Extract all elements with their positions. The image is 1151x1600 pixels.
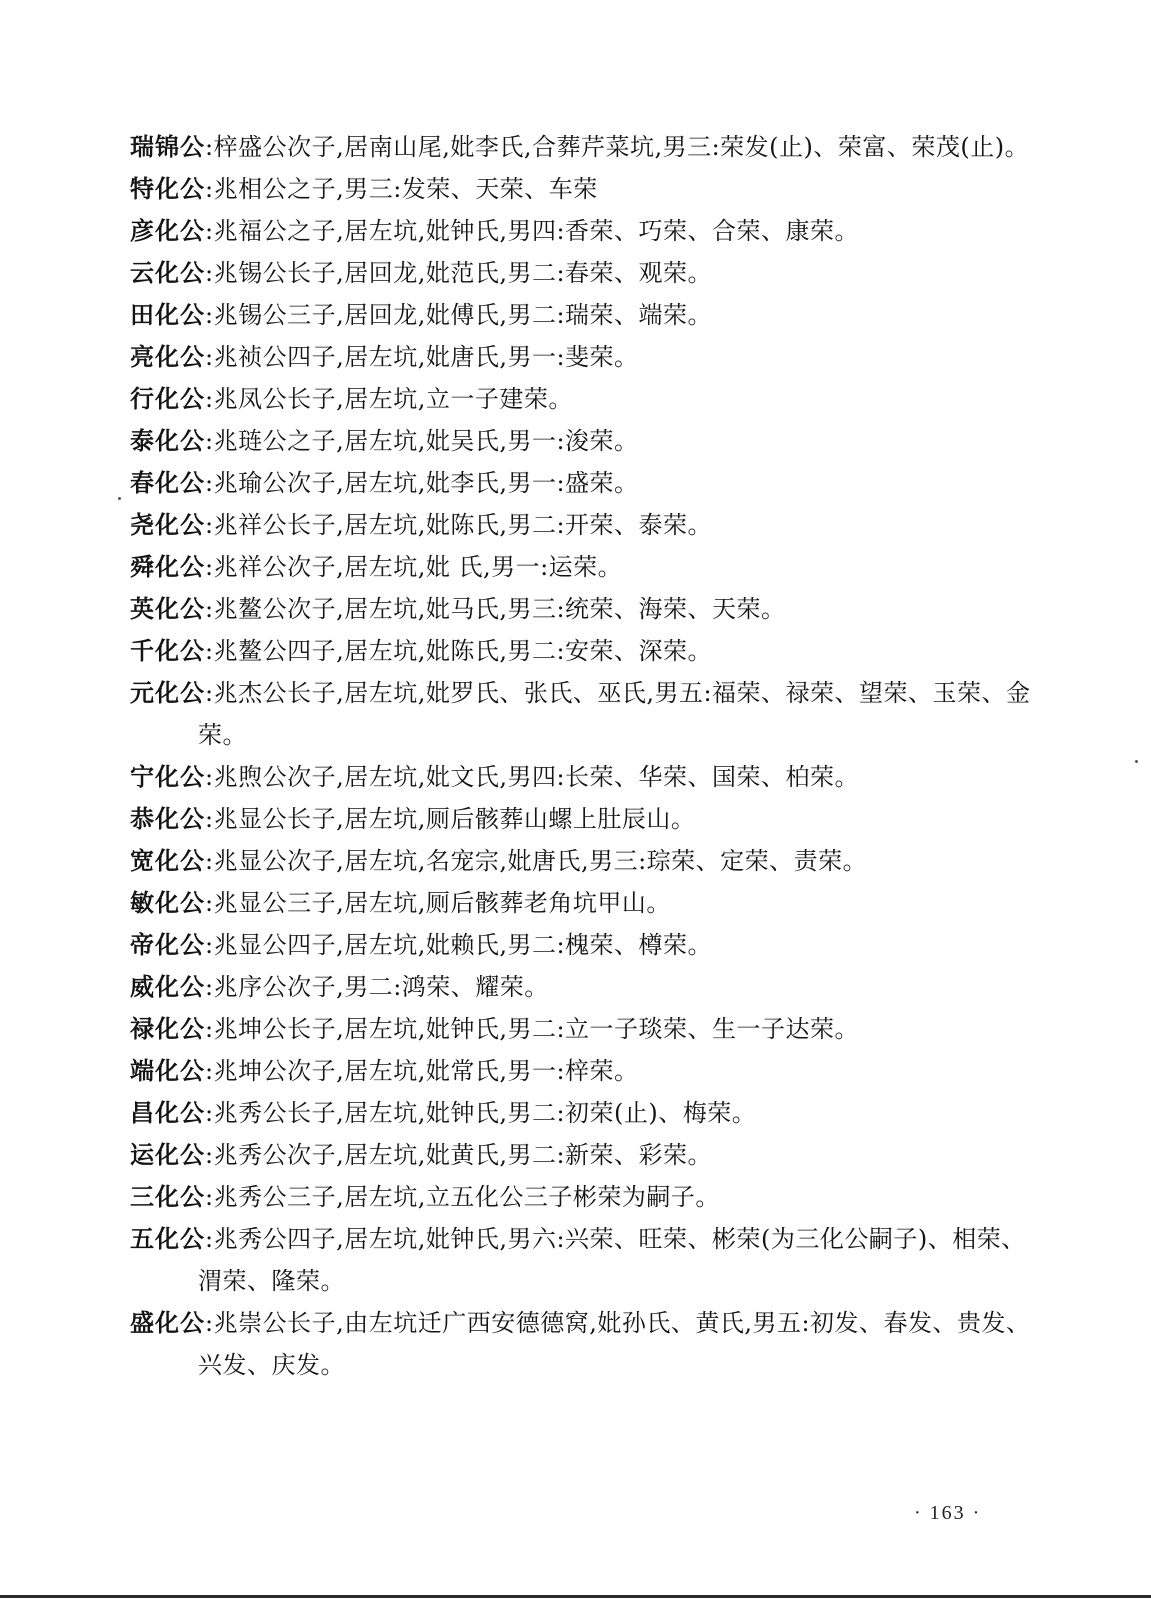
entry-text: :兆崇公长子,由左坑迁广西安德德窝,妣孙氏、黄氏,男五:初发、春发、贵发、兴发、庆发。 [198,1309,1031,1379]
entry-name: 威化公 [130,973,205,1001]
entry [130,966,1050,1008]
entry-name: 三化公 [130,1183,205,1211]
entry-name: 田化公 [130,301,205,329]
entry-text: :兆祥公次子,居左坑,妣 氏,男一:运荣。 [205,553,623,581]
entry [130,630,1050,672]
entry-name: 元化公 [130,679,205,707]
entry-text: :兆福公之子,居左坑,妣钟氏,男四:香荣、巧荣、合荣、康荣。 [205,217,860,245]
entry-name: 春化公 [130,469,205,497]
entry-name: 端化公 [130,1057,205,1085]
entry-name: 帝化公 [130,931,205,959]
entry-name: 宽化公 [130,847,205,875]
entry-text: :兆相公之子,男三:发荣、天荣、车荣 [205,175,598,203]
entry [130,252,1050,294]
entry-name: 云化公 [130,259,205,287]
entry [130,1008,1050,1050]
entry [130,798,1050,840]
entry [130,210,1050,252]
entry [130,1302,1050,1386]
entry [130,1092,1050,1134]
entry-name: 恭化公 [130,805,205,833]
entry [130,1134,1050,1176]
entry-text: :兆鳌公次子,居左坑,妣马氏,男三:统荣、海荣、天荣。 [205,595,786,623]
entry-name: 盛化公 [130,1309,205,1337]
entry-text: :兆祯公四子,居左坑,妣唐氏,男一:斐荣。 [205,343,639,371]
entry-text: :兆秀公四子,居左坑,妣钟氏,男六:兴荣、旺荣、彬荣(为三化公嗣子)、相荣、渭荣、隆荣。 [198,1225,1026,1295]
entry [130,840,1050,882]
entry-name: 行化公 [130,385,205,413]
entry [130,126,1050,168]
entry-name: 尧化公 [130,511,205,539]
entry-name: 泰化公 [130,427,205,455]
genealogy-entries [130,126,1050,1386]
entry-text: :兆显公三子,居左坑,厕后骸葬老角坑甲山。 [205,889,671,917]
entry-text: :梓盛公次子,居南山尾,妣李氏,合葬芹菜坑,男三:荣发(止)、荣富、荣茂(止)。 [205,133,1030,161]
entry-text: :兆杰公长子,居左坑,妣罗氏、张氏、巫氏,男五:福荣、禄荣、望荣、玉荣、金荣。 [198,679,1031,749]
entry-text: :兆瑜公次子,居左坑,妣李氏,男一:盛荣。 [205,469,639,497]
entry-name: 千化公 [130,637,205,665]
entry-name: 敏化公 [130,889,205,917]
entry [130,294,1050,336]
entry [130,420,1050,462]
entry-text: :兆凤公长子,居左坑,立一子建荣。 [205,385,573,413]
entry [130,462,1050,504]
entry-text: :兆显公四子,居左坑,妣赖氏,男二:槐荣、樽荣。 [205,931,713,959]
entry-text: :兆秀公次子,居左坑,妣黄氏,男二:新荣、彩荣。 [205,1141,713,1169]
entry-name: 昌化公 [130,1099,205,1127]
entry-name: 舜化公 [130,553,205,581]
entry [130,756,1050,798]
entry-name: 禄化公 [130,1015,205,1043]
entry-name: 特化公 [130,175,205,203]
entry-text: :兆坤公长子,居左坑,妣钟氏,男二:立一子琰荣、生一子达荣。 [205,1015,860,1043]
scan-speck [1135,760,1138,763]
entry-text: :兆琏公之子,居左坑,妣吴氏,男一:浚荣。 [205,427,639,455]
entry-name: 运化公 [130,1141,205,1169]
entry-name: 彦化公 [130,217,205,245]
entry-name: 瑞锦公 [130,133,205,161]
entry [130,168,1050,210]
entry [130,1176,1050,1218]
entry-text: :兆锡公长子,居回龙,妣范氏,男二:春荣、观荣。 [205,259,713,287]
entry-text: :兆坤公次子,居左坑,妣常氏,男一:梓荣。 [205,1057,639,1085]
scan-speck [118,497,121,500]
entry [130,1218,1050,1302]
entry [130,588,1050,630]
entry [130,546,1050,588]
entry-name: 亮化公 [130,343,205,371]
entry-name: 五化公 [130,1225,205,1253]
entry [130,336,1050,378]
page-number: · 163 · [914,1502,982,1524]
entry-text: :兆显公长子,居左坑,厕后骸葬山螺上肚辰山。 [205,805,696,833]
entry-name: 英化公 [130,595,205,623]
entry [130,882,1050,924]
entry [130,672,1050,756]
entry [130,1050,1050,1092]
entry-text: :兆显公次子,居左坑,名宠宗,妣唐氏,男三:琮荣、定荣、责荣。 [205,847,868,875]
entry-text: :兆鳌公四子,居左坑,妣陈氏,男二:安荣、深荣。 [205,637,713,665]
entry [130,378,1050,420]
entry [130,924,1050,966]
entry [130,504,1050,546]
entry-text: :兆锡公三子,居回龙,妣傅氏,男二:瑞荣、端荣。 [205,301,713,329]
entry-text: :兆序公次子,男二:鸿荣、耀荣。 [205,973,549,1001]
entry-name: 宁化公 [130,763,205,791]
entry-text: :兆秀公长子,居左坑,妣钟氏,男二:初荣(止)、梅荣。 [205,1099,757,1127]
entry-text: :兆煦公次子,居左坑,妣文氏,男四:长荣、华荣、国荣、柏荣。 [205,763,860,791]
scan-edge-line [0,1595,1151,1598]
entry-text: :兆秀公三子,居左坑,立五化公三子彬荣为嗣子。 [205,1183,720,1211]
entry-text: :兆祥公长子,居左坑,妣陈氏,男二:开荣、泰荣。 [205,511,713,539]
